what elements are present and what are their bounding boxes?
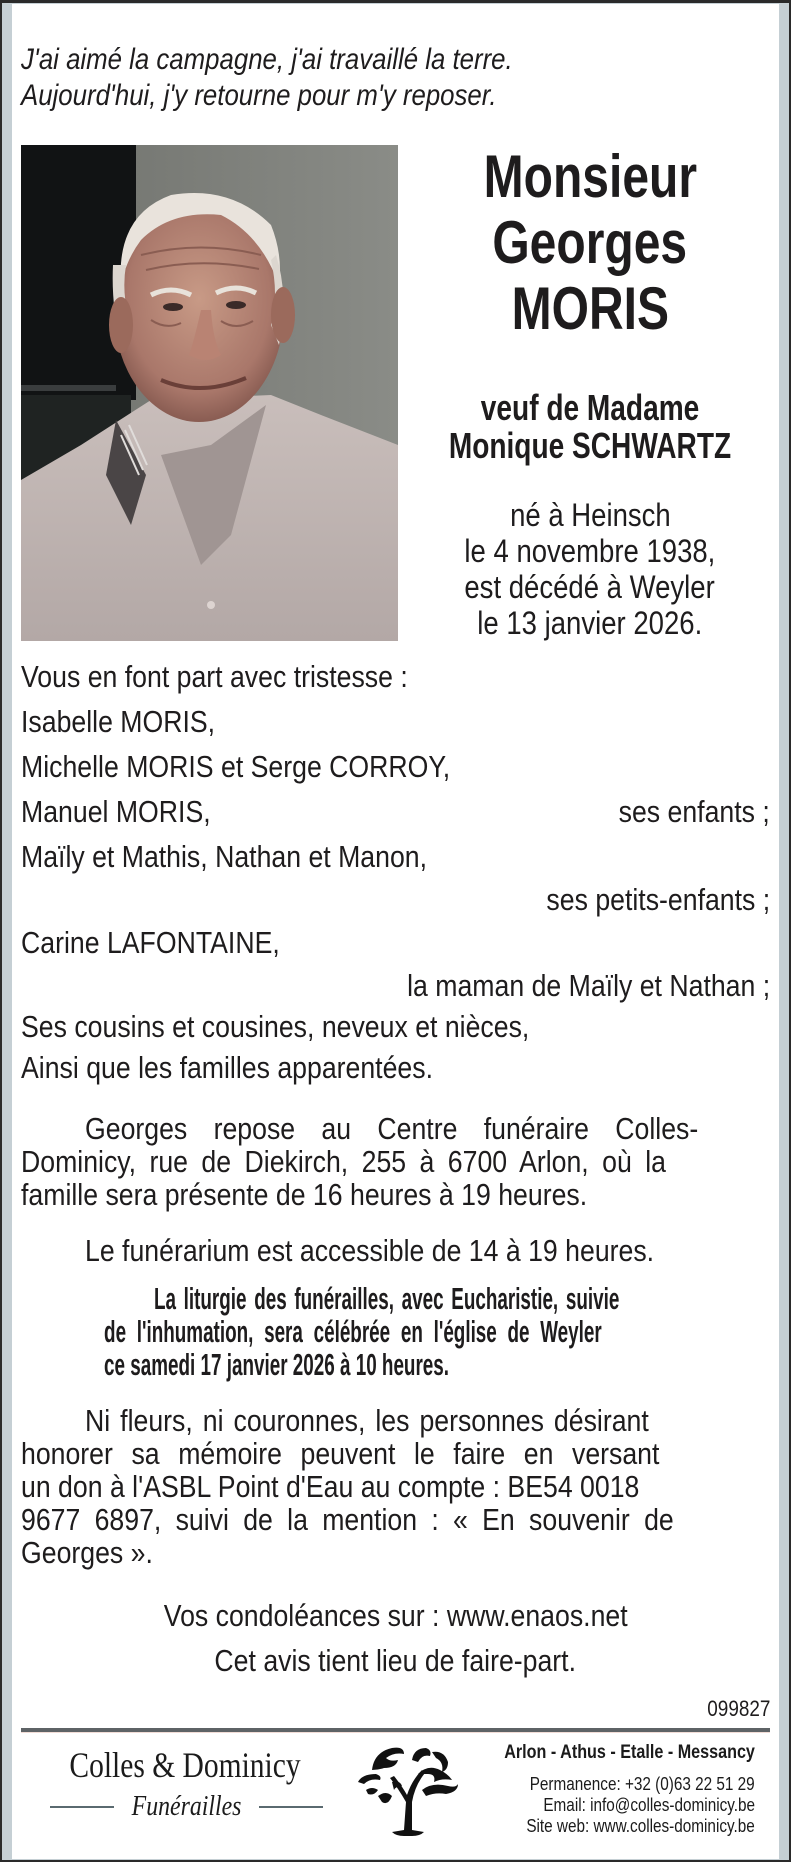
- donation-line: 9677 6897, suivi de la mention : « En souvenir de: [21, 1502, 674, 1537]
- obituary-notice: [12, 4, 779, 1859]
- company-tagline: [44, 1789, 329, 1825]
- contact-info: [460, 1740, 755, 1837]
- liturgy-line: de l'inhumation, sera célébrée en l'église de Weyler: [104, 1314, 602, 1349]
- company-name: [42, 1744, 327, 1786]
- mother-label: la maman de Maïly et Nathan ;: [406, 968, 770, 1003]
- cousins-line: Ses cousins et cousines, neveux et nièces,: [21, 1009, 530, 1044]
- repose-line: Georges repose au Centre funéraire Colles-: [85, 1111, 699, 1146]
- faire-part-line: [12, 1641, 779, 1681]
- towns-list: Arlon - Athus - Etalle - Messancy: [504, 1742, 755, 1763]
- death-place: est décédé à Weyler: [464, 569, 716, 605]
- first-name: Georges: [492, 209, 688, 276]
- repose-paragraph: [21, 1112, 776, 1211]
- website-link[interactable]: Site web: www.colles-dominicy.be: [526, 1816, 755, 1836]
- deceased-name: [400, 144, 780, 342]
- tree-icon: [352, 1740, 462, 1840]
- death-date: le 13 janvier 2026.: [477, 605, 703, 641]
- birth-place: né à Heinsch: [509, 497, 671, 533]
- donation-line: Georges ».: [21, 1535, 153, 1570]
- birth-death-info: [400, 497, 780, 641]
- family-list: [21, 654, 770, 1088]
- company-name-text: Colles & Dominicy: [68, 1745, 301, 1785]
- grandchildren-names: Maïly et Mathis, Nathan et Manon,: [21, 839, 428, 874]
- funerarium-paragraph: [21, 1234, 776, 1267]
- email-address[interactable]: Email: info@colles-dominicy.be: [543, 1795, 755, 1815]
- faire-part-text: Cet avis tient lieu de faire-part.: [214, 1643, 577, 1678]
- last-name: MORIS: [511, 275, 669, 342]
- reference-number-text: 099827: [706, 1696, 770, 1721]
- donation-line: honorer sa mémoire peuvent le faire en versant: [21, 1436, 660, 1471]
- grandchildren-label: ses petits-enfants ;: [546, 882, 770, 917]
- tagline-rule-right: [259, 1806, 323, 1808]
- spouse-line: veuf de Madame: [480, 387, 700, 428]
- epigraph: [21, 42, 721, 114]
- epigraph-line: Aujourd'hui, j'y retourne pour m'y reposer.: [21, 79, 497, 112]
- repose-line: Dominicy, rue de Diekirch, 255 à 6700 Arlon, où la: [21, 1144, 666, 1179]
- child-name: Michelle MORIS et Serge CORROY,: [21, 749, 451, 784]
- phone-number[interactable]: Permanence: +32 (0)63 22 51 29: [530, 1774, 755, 1794]
- liturgy-line: ce samedi 17 janvier 2026 à 10 heures.: [104, 1347, 450, 1382]
- donation-line: un don à l'ASBL Point d'Eau au compte : BE54 0018: [21, 1469, 640, 1504]
- name-title: Monsieur: [483, 143, 697, 210]
- donation-line: Ni fleurs, ni couronnes, les personnes désirant: [85, 1403, 649, 1438]
- funerarium-line: Le funérarium est accessible de 14 à 19 heures.: [85, 1233, 655, 1268]
- reference-number: [697, 1696, 770, 1722]
- liturgy-line: La liturgie des funérailles, avec Eucharistie, suivie: [153, 1281, 620, 1316]
- tagline-rule-left: [50, 1806, 114, 1808]
- donation-paragraph: [21, 1404, 776, 1569]
- portrait-photo: [21, 145, 398, 641]
- children-label: ses enfants ;: [618, 794, 770, 829]
- portrait-image: [21, 145, 398, 641]
- spouse-info: [400, 389, 780, 465]
- birth-date: le 4 novembre 1938,: [464, 533, 716, 569]
- spouse-line: Monique SCHWARTZ: [448, 425, 732, 466]
- child-name: Manuel MORIS,: [21, 794, 211, 829]
- epigraph-line: J'ai aimé la campagne, j'ai travaillé la terre.: [21, 43, 513, 76]
- repose-line: famille sera présente de 16 heures à 19 heures.: [21, 1177, 588, 1212]
- liturgy-paragraph: [21, 1282, 776, 1381]
- family-intro: Vous en font part avec tristesse :: [21, 659, 408, 694]
- tagline-text: Funérailles: [131, 1791, 242, 1822]
- mother-name: Carine LAFONTAINE,: [21, 925, 280, 960]
- condolences-line: [12, 1596, 779, 1636]
- child-name: Isabelle MORIS,: [21, 704, 216, 739]
- relatives-line: Ainsi que les familles apparentées.: [21, 1050, 433, 1085]
- condolences-link[interactable]: Vos condoléances sur : www.enaos.net: [163, 1598, 628, 1633]
- footer-divider-accent: [21, 1732, 770, 1733]
